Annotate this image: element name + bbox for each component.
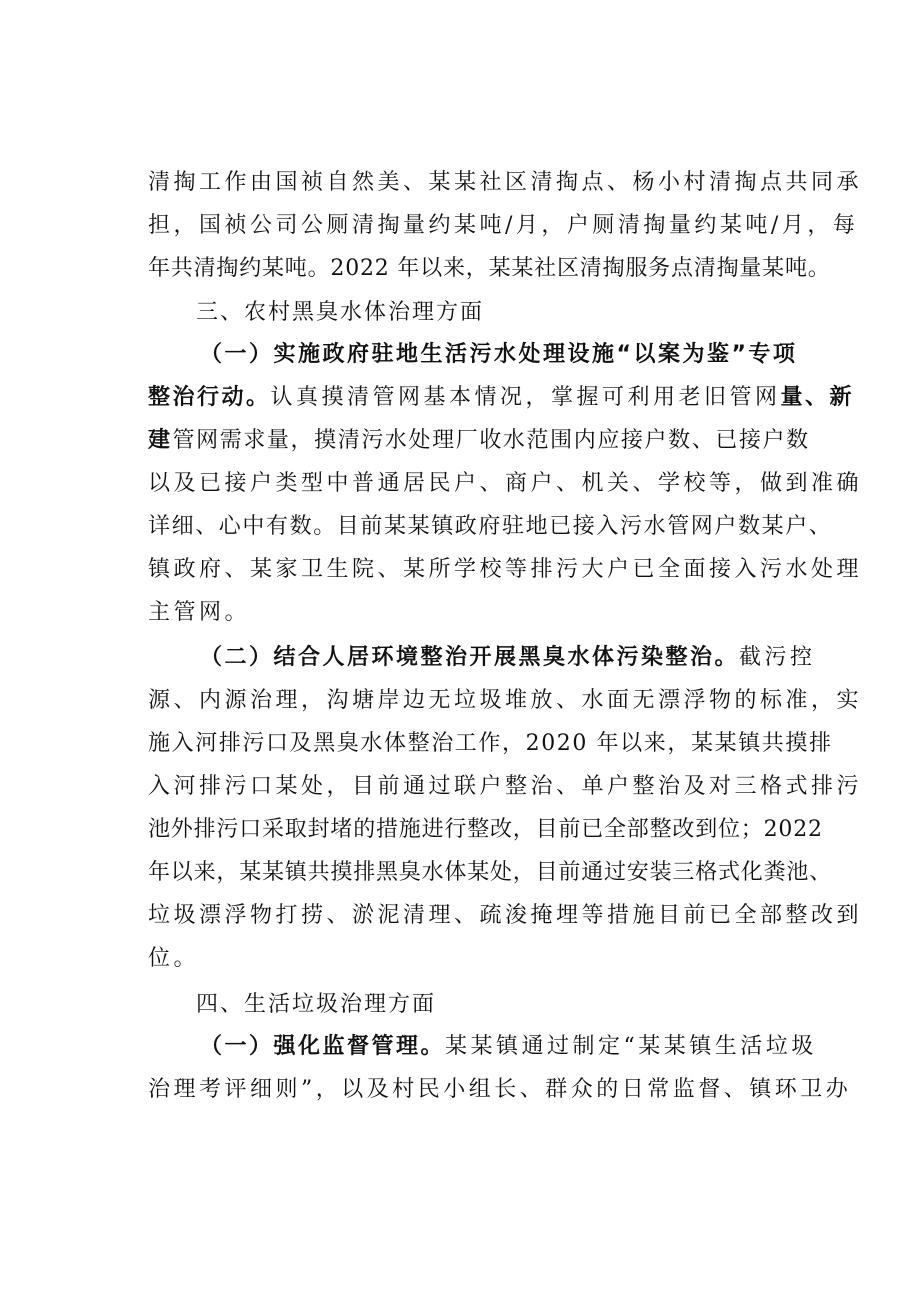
paragraph-line: 年以来，某某镇共摸排黑臭水体某处，目前通过安装三格式化粪池、	[148, 860, 833, 885]
subsection-lead: （一）实施政府驻地生活污水处理设施“以案为鉴”专项	[200, 342, 798, 367]
paragraph-line: 源、内源治理，沟塘岸边无垃圾堆放、水面无漂浮物的标准，实	[148, 688, 863, 713]
paragraph-text: 某某镇通过制定“某某镇生活垃圾	[445, 1034, 817, 1059]
paragraph-line: 镇政府、某家卫生院、某所学校等排污大户已全面接入污水处理	[148, 557, 863, 582]
paragraph-line	[200, 643, 816, 673]
paragraph-line: 以及已接户类型中普通居民户、商户、机关、学校等，做到准确	[148, 471, 863, 496]
paragraph-line	[148, 383, 854, 413]
paragraph-line: 担，国祯公司公厕清掏量约某吨/月，户厕清掏量约某吨/月，每	[148, 213, 859, 238]
paragraph-line	[200, 1032, 817, 1062]
paragraph-line: 施入河排污口及黑臭水体整治工作，2020 年以来，某某镇共摸排	[148, 731, 833, 756]
paragraph-emphasis: 量、新	[780, 385, 855, 410]
subsection-lead-end: 整治行动。	[148, 385, 271, 410]
paragraph-line: 详细、心中有数。目前某某镇政府驻地已接入污水管网户数某户、	[148, 514, 833, 539]
paragraph-line	[148, 426, 810, 456]
paragraph-text: 管网需求量，摸清污水处理厂收水范围内应接户数、已接户数	[172, 428, 810, 453]
paragraph-line: 年共清掏约某吨。2022 年以来，某某社区清掏服务点清掏量某吨。	[148, 256, 831, 281]
section-heading-4: 四、生活垃圾治理方面	[196, 992, 437, 1017]
subsection-lead: （一）强化监督管理。	[200, 1034, 446, 1059]
paragraph-line: 入河排污口某处，目前通过联户整治、单户整治及对三格式排污	[148, 774, 863, 799]
paragraph-line: 垃圾漂浮物打捞、淤泥清理、疏浚掩埋等措施目前已全部整改到	[148, 903, 863, 928]
paragraph-line: 位。	[148, 946, 200, 971]
paragraph-line: 主管网。	[148, 600, 251, 625]
paragraph-line: 池外排污口采取封堵的措施进行整改，目前已全部整改到位；2022	[148, 817, 823, 842]
paragraph-line: 清掏工作由国祯自然美、某某社区清掏点、杨小村清掏点共同承	[148, 170, 863, 195]
paragraph-line: 治理考评细则”，以及村民小组长、群众的日常监督、镇环卫办	[148, 1077, 852, 1102]
section-heading-3: 三、农村黑臭水体治理方面	[196, 300, 485, 325]
subsection-lead: （二）结合人居环境整治开展黑臭水体污染整治。	[200, 645, 740, 670]
paragraph-text: 截污控	[739, 645, 816, 670]
paragraph-emphasis: 建	[148, 428, 173, 453]
paragraph-text: 认真摸清管网基本情况，掌握可利用老旧管网	[270, 385, 781, 410]
